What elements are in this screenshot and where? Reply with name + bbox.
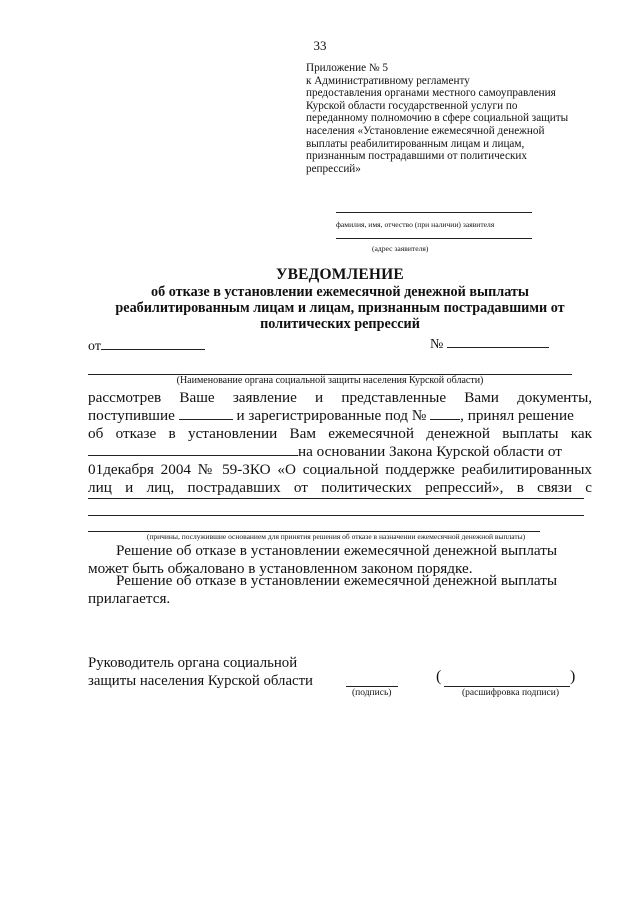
text-span: и зарегистрированные под № <box>236 407 427 424</box>
text-word: документы, <box>517 389 593 406</box>
subtitle-line: об отказе в установлении ежемесячной денежной выплаты <box>151 284 529 300</box>
reason-line-2[interactable] <box>88 515 584 516</box>
applicant-name-caption: фамилия, имя, отчество (при наличии) заявителя <box>336 220 495 229</box>
text-word: политических <box>321 479 412 496</box>
open-paren: ( <box>436 668 442 685</box>
paragraph-line: может быть обжаловано в установленном законом порядке. <box>88 560 473 577</box>
text-word: «О <box>277 461 296 478</box>
body-line-4 <box>88 443 562 461</box>
from-date-blank[interactable] <box>101 338 205 350</box>
text-word: лиц, <box>146 479 175 496</box>
subtitle-line: политических репрессий <box>260 316 420 332</box>
signatory-role <box>88 654 313 690</box>
text-word: представленные <box>341 389 447 406</box>
appendix-line: населения «Установление ежемесячной денежной <box>306 124 545 137</box>
text-word: Вам <box>289 425 317 442</box>
text-word: реабилитированных <box>461 461 593 478</box>
role-line: защиты населения Курской области <box>88 673 313 689</box>
body-line-2 <box>88 407 574 425</box>
body-line-6 <box>88 479 592 497</box>
appendix-line: предоставления органами местного самоуправления <box>306 87 556 100</box>
document-heading: УВЕДОМЛЕНИЕ <box>276 266 404 283</box>
role-line: Руководитель органа социальной <box>88 655 298 671</box>
reason-line-1[interactable] <box>88 498 584 499</box>
text-word: в <box>168 425 176 442</box>
appendix-line: Приложение № 5 <box>306 62 388 74</box>
signature-line[interactable] <box>346 686 398 687</box>
attachment-paragraph <box>88 572 592 608</box>
text-word: лиц <box>88 479 112 496</box>
text-word: выплаты <box>502 425 559 442</box>
page-number: 33 <box>313 38 327 53</box>
text-word: с <box>585 479 593 496</box>
close-paren: ) <box>570 668 576 685</box>
appendix-line: переданному полномочию в сфере социальной защиты <box>306 112 569 125</box>
text-word: Вами <box>464 389 499 406</box>
payment-type-blank[interactable] <box>88 444 298 456</box>
appendix-line: к Административному регламенту <box>306 74 470 87</box>
subtitle-line: реабилитированным лицам и лицам, признанным пострадавшими от <box>115 300 565 316</box>
text-word: в <box>516 479 524 496</box>
text-word: как <box>570 425 593 442</box>
text-word: пострадавших <box>187 479 281 496</box>
text-word: репрессий», <box>425 479 504 496</box>
text-word: 01декабря <box>88 461 154 478</box>
reasons-caption: (причины, послужившие основанием для принятия решения об отказе в назначении ежемесячной денежной выплаты) <box>146 532 526 541</box>
paragraph-line: Решение об отказе в установлении ежемесячной денежной выплаты <box>116 572 558 589</box>
number-field <box>430 336 549 353</box>
text-word: отказе <box>115 425 157 442</box>
text-word: 2004 <box>160 461 192 478</box>
applicant-address-line[interactable] <box>336 238 532 239</box>
from-label: от <box>88 339 101 354</box>
body-line-3 <box>88 425 592 443</box>
applicant-address-caption: (адрес заявителя) <box>372 244 429 253</box>
appendix-line: репрессий» <box>306 162 361 175</box>
paragraph-line: прилагается. <box>88 590 171 607</box>
signature-decode-line[interactable] <box>444 686 570 687</box>
text-word: Ваше <box>179 389 215 406</box>
text-span: на основании Закона Курской области от <box>298 443 562 460</box>
appendix-block <box>306 62 606 175</box>
appendix-line: признанным пострадавшими от политических <box>306 150 527 163</box>
decode-caption: (расшифровка подписи) <box>462 688 559 698</box>
document-subtitle <box>40 284 640 332</box>
text-word: социальной <box>302 461 379 478</box>
text-word: и <box>125 479 134 496</box>
text-word: ежемесячной <box>328 425 415 442</box>
text-span: поступившие <box>88 407 175 424</box>
body-line-5 <box>88 461 592 479</box>
received-date-blank[interactable] <box>179 408 233 420</box>
paragraph-line: Решение об отказе в установлении ежемесячной денежной выплаты <box>116 542 558 559</box>
organ-caption: (Наименование органа социальной защиты населения Курской области) <box>176 375 484 386</box>
signature-caption: (подпись) <box>352 688 392 698</box>
text-word: поддержке <box>385 461 455 478</box>
applicant-name-line[interactable] <box>336 212 532 213</box>
text-word: денежной <box>426 425 490 442</box>
from-field <box>88 338 205 355</box>
appendix-line: Курской области государственной услуги по <box>306 99 518 112</box>
text-word: от <box>293 479 308 496</box>
text-word: об <box>88 425 104 442</box>
number-label: № <box>430 337 444 352</box>
text-word: 59-ЗКО <box>222 461 271 478</box>
body-line-1 <box>88 389 592 407</box>
text-word: связи <box>537 479 572 496</box>
registration-number-blank[interactable] <box>430 408 460 420</box>
text-word: и <box>315 389 324 406</box>
number-blank[interactable] <box>447 336 549 348</box>
text-word: установлении <box>187 425 278 442</box>
text-word: заявление <box>232 389 297 406</box>
text-span: , принял решение <box>460 407 574 424</box>
text-word: рассмотрев <box>88 389 162 406</box>
appendix-line: выплаты реабилитированным лицам и лицам, <box>306 137 525 150</box>
text-word: № <box>197 461 216 478</box>
